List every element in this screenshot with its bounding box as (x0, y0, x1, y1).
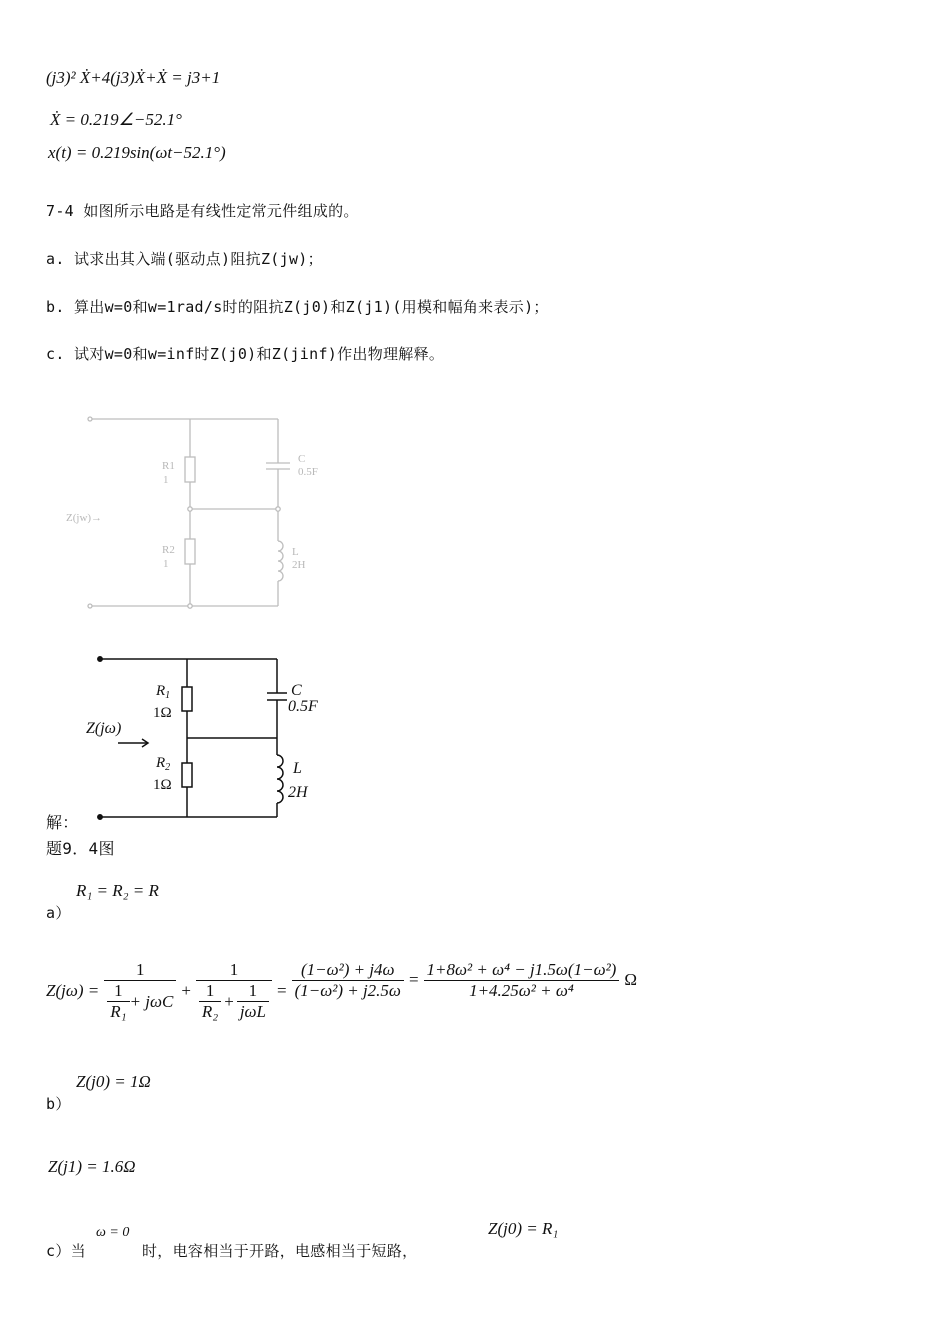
part-c-equation: Z(j0) = R₁ (488, 1219, 559, 1238)
input-label-faded: Z(jw)→ (66, 512, 103, 524)
r2-value-faded: 1 (163, 558, 169, 570)
r1-value: 1Ω (153, 705, 172, 721)
part-c-text: 时，电容相当于开路，电感相当于短路， (142, 1242, 418, 1260)
solution-label: 解： (46, 813, 79, 832)
equation-line-1: (j3)² Ẋ+4(j3)Ẋ+Ẋ = j3+1 (46, 68, 221, 87)
figure-caption: 题9．4图 (46, 839, 115, 858)
part-a-equation: R₁ = R₂ = R (76, 881, 159, 900)
equation-line-2: Ẋ = 0.219∠−52.1° (50, 110, 182, 129)
r2-name-faded: R2 (162, 544, 175, 556)
r2-value: 1Ω (153, 777, 172, 793)
part-a-label: a） (46, 904, 71, 922)
zjw-middle: $\frac{\text{(1−ω²) + j4ω}}{\text{(1−ω²) + j2.5ω}}$ (292, 960, 404, 1001)
problem-part-c: c. 试对w=0和w=inf时Z(j0)和Z(jinf)作出物理解释。 (46, 345, 445, 363)
part-c-omega: ω = 0 (96, 1225, 130, 1240)
zjw-term2: 1 $\frac{1}{\text{R₂}}$ + $\frac{1}{\text{jωL}}$ (196, 960, 272, 1022)
problem-part-b: b. 算出w=0和w=1rad/s时的阻抗Z(j0)和Z(j1)(用模和幅角来表示)； (46, 298, 549, 316)
equation-line-3: x(t) = 0.219sin(ωt−52.1°) (48, 143, 226, 162)
problem-part-a: a. 试求出其入端(驱动点)阻抗Z(jw)； (46, 250, 323, 268)
input-impedance-label: Z(jω) (86, 720, 122, 737)
zjw-term1: 1 $\frac{1}{\text{R₁}}$ + jωC (104, 960, 176, 1022)
zjw-lhs: Z(jω) = (46, 981, 100, 1000)
r2-name: $R_2$ (156, 755, 171, 773)
l-value: 2H (288, 784, 308, 801)
c-name: C (291, 682, 302, 699)
l-value-faded: 2H (292, 559, 306, 571)
zjw-final: $\frac{\text{1+8ω² + ω⁴ − j1.5ω(1−ω²)}}{\text{1+4.25ω² + ω⁴}}$ (424, 960, 620, 1001)
c-value-faded: 0.5F (298, 466, 318, 478)
l-name: L (293, 760, 302, 777)
r1-name-faded: R1 (162, 460, 175, 472)
z-j1-equation: Z(j1) = 1.6Ω (48, 1157, 136, 1176)
part-b-label: b） (46, 1095, 71, 1113)
circuit-diagram-faded (50, 405, 350, 620)
part-b-equation: Z(j0) = 1Ω (76, 1072, 151, 1091)
part-c-label: c）当 (46, 1242, 86, 1260)
l-name-faded: L (292, 546, 299, 558)
r1-value-faded: 1 (163, 474, 169, 486)
problem-title: 7-4 如图所示电路是有线性定常元件组成的。 (46, 202, 359, 220)
impedance-equation: Z(jω) = 1 $\frac{1}{\text{R₁}}$ + jωC + 1 $\frac{1}{\text{R₂}}$ + $\frac{1}{\text{jωL}}$ = $\frac{\text{(1−ω²) + j4ω}}{\text{(1−ω²) + j2.5ω}}$ = $\frac{\text{1+8ω² + ω⁴ − j1.5ω(1−ω²)}}{\text{1+4.25ω² + ω⁴}}$ Ω (46, 959, 637, 1021)
c-name-faded: C (298, 453, 306, 465)
circuit-diagram (60, 645, 360, 830)
c-value: 0.5F (288, 698, 318, 715)
r1-name: $R_1$ (156, 683, 171, 701)
